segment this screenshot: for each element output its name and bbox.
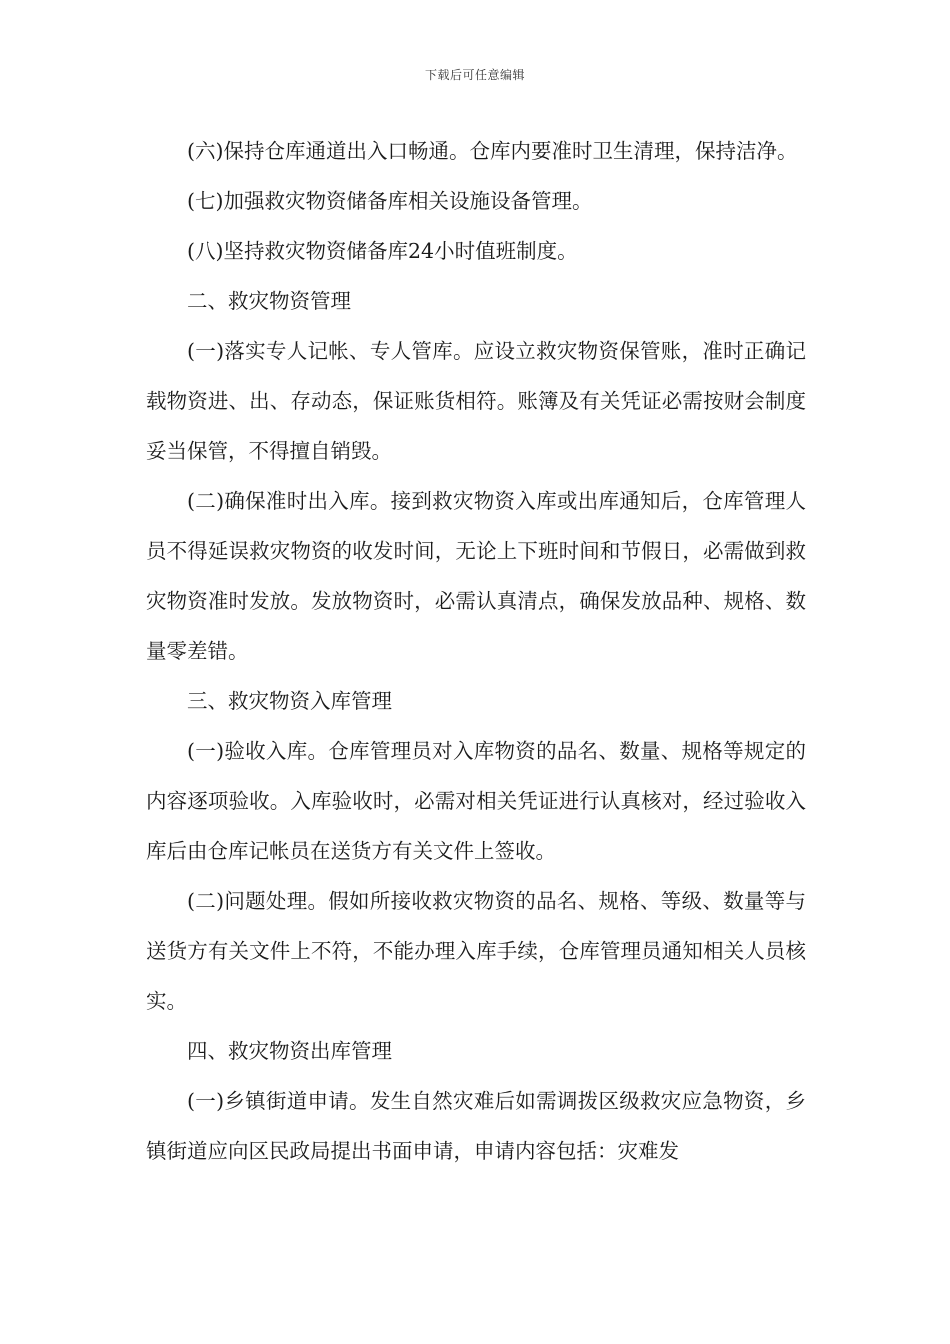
paragraph-town-application: (一)乡镇街道申请。发生自然灾难后如需调拨区级救灾应急物资，乡镇街道应向区民政局提出书面申请，申请内容包括：灾难发 bbox=[146, 1089, 806, 1163]
document-body bbox=[146, 126, 806, 1176]
paragraph-item-6: (六)保持仓库通道出入口畅通。仓库内要准时卫生清理，保持洁净。 bbox=[187, 139, 798, 163]
paragraph-acceptance: (一)验收入库。仓库管理员对入库物资的品名、数量、规格等规定的内容逐项验收。入库验收时，必需对相关凭证进行认真核对，经过验收入库后由仓库记帐员在送货方有关文件上签收。 bbox=[146, 739, 806, 863]
paragraph-problem-handling: (二)问题处理。假如所接收救灾物资的品名、规格、等级、数量等与送货方有关文件上不符，不能办理入库手续，仓库管理员通知相关人员核实。 bbox=[146, 889, 806, 1013]
paragraph-timely-storage: (二)确保准时出入库。接到救灾物资入库或出库通知后，仓库管理人员不得延误救灾物资的收发时间，无论上下班时间和节假日，必需做到救灾物资准时发放。发放物资时，必需认真清点，确保发放品种、规格、数量零差错。 bbox=[146, 489, 806, 663]
paragraph-item-7: (七)加强救灾物资储备库相关设施设备管理。 bbox=[187, 189, 593, 213]
page-header: 下载后可任意编辑 bbox=[424, 68, 525, 82]
paragraph-item-8: (八)坚持救灾物资储备库24小时值班制度。 bbox=[187, 239, 578, 263]
section-heading-4: 四、救灾物资出库管理 bbox=[187, 1039, 392, 1063]
paragraph-bookkeeping: (一)落实专人记帐、专人管库。应设立救灾物资保管账，准时正确记载物资进、出、存动态，保证账货相符。账簿及有关凭证必需按财会制度妥当保管，不得擅自销毁。 bbox=[146, 339, 806, 463]
section-heading-3: 三、救灾物资入库管理 bbox=[187, 689, 392, 713]
section-heading-2: 二、救灾物资管理 bbox=[187, 289, 351, 313]
